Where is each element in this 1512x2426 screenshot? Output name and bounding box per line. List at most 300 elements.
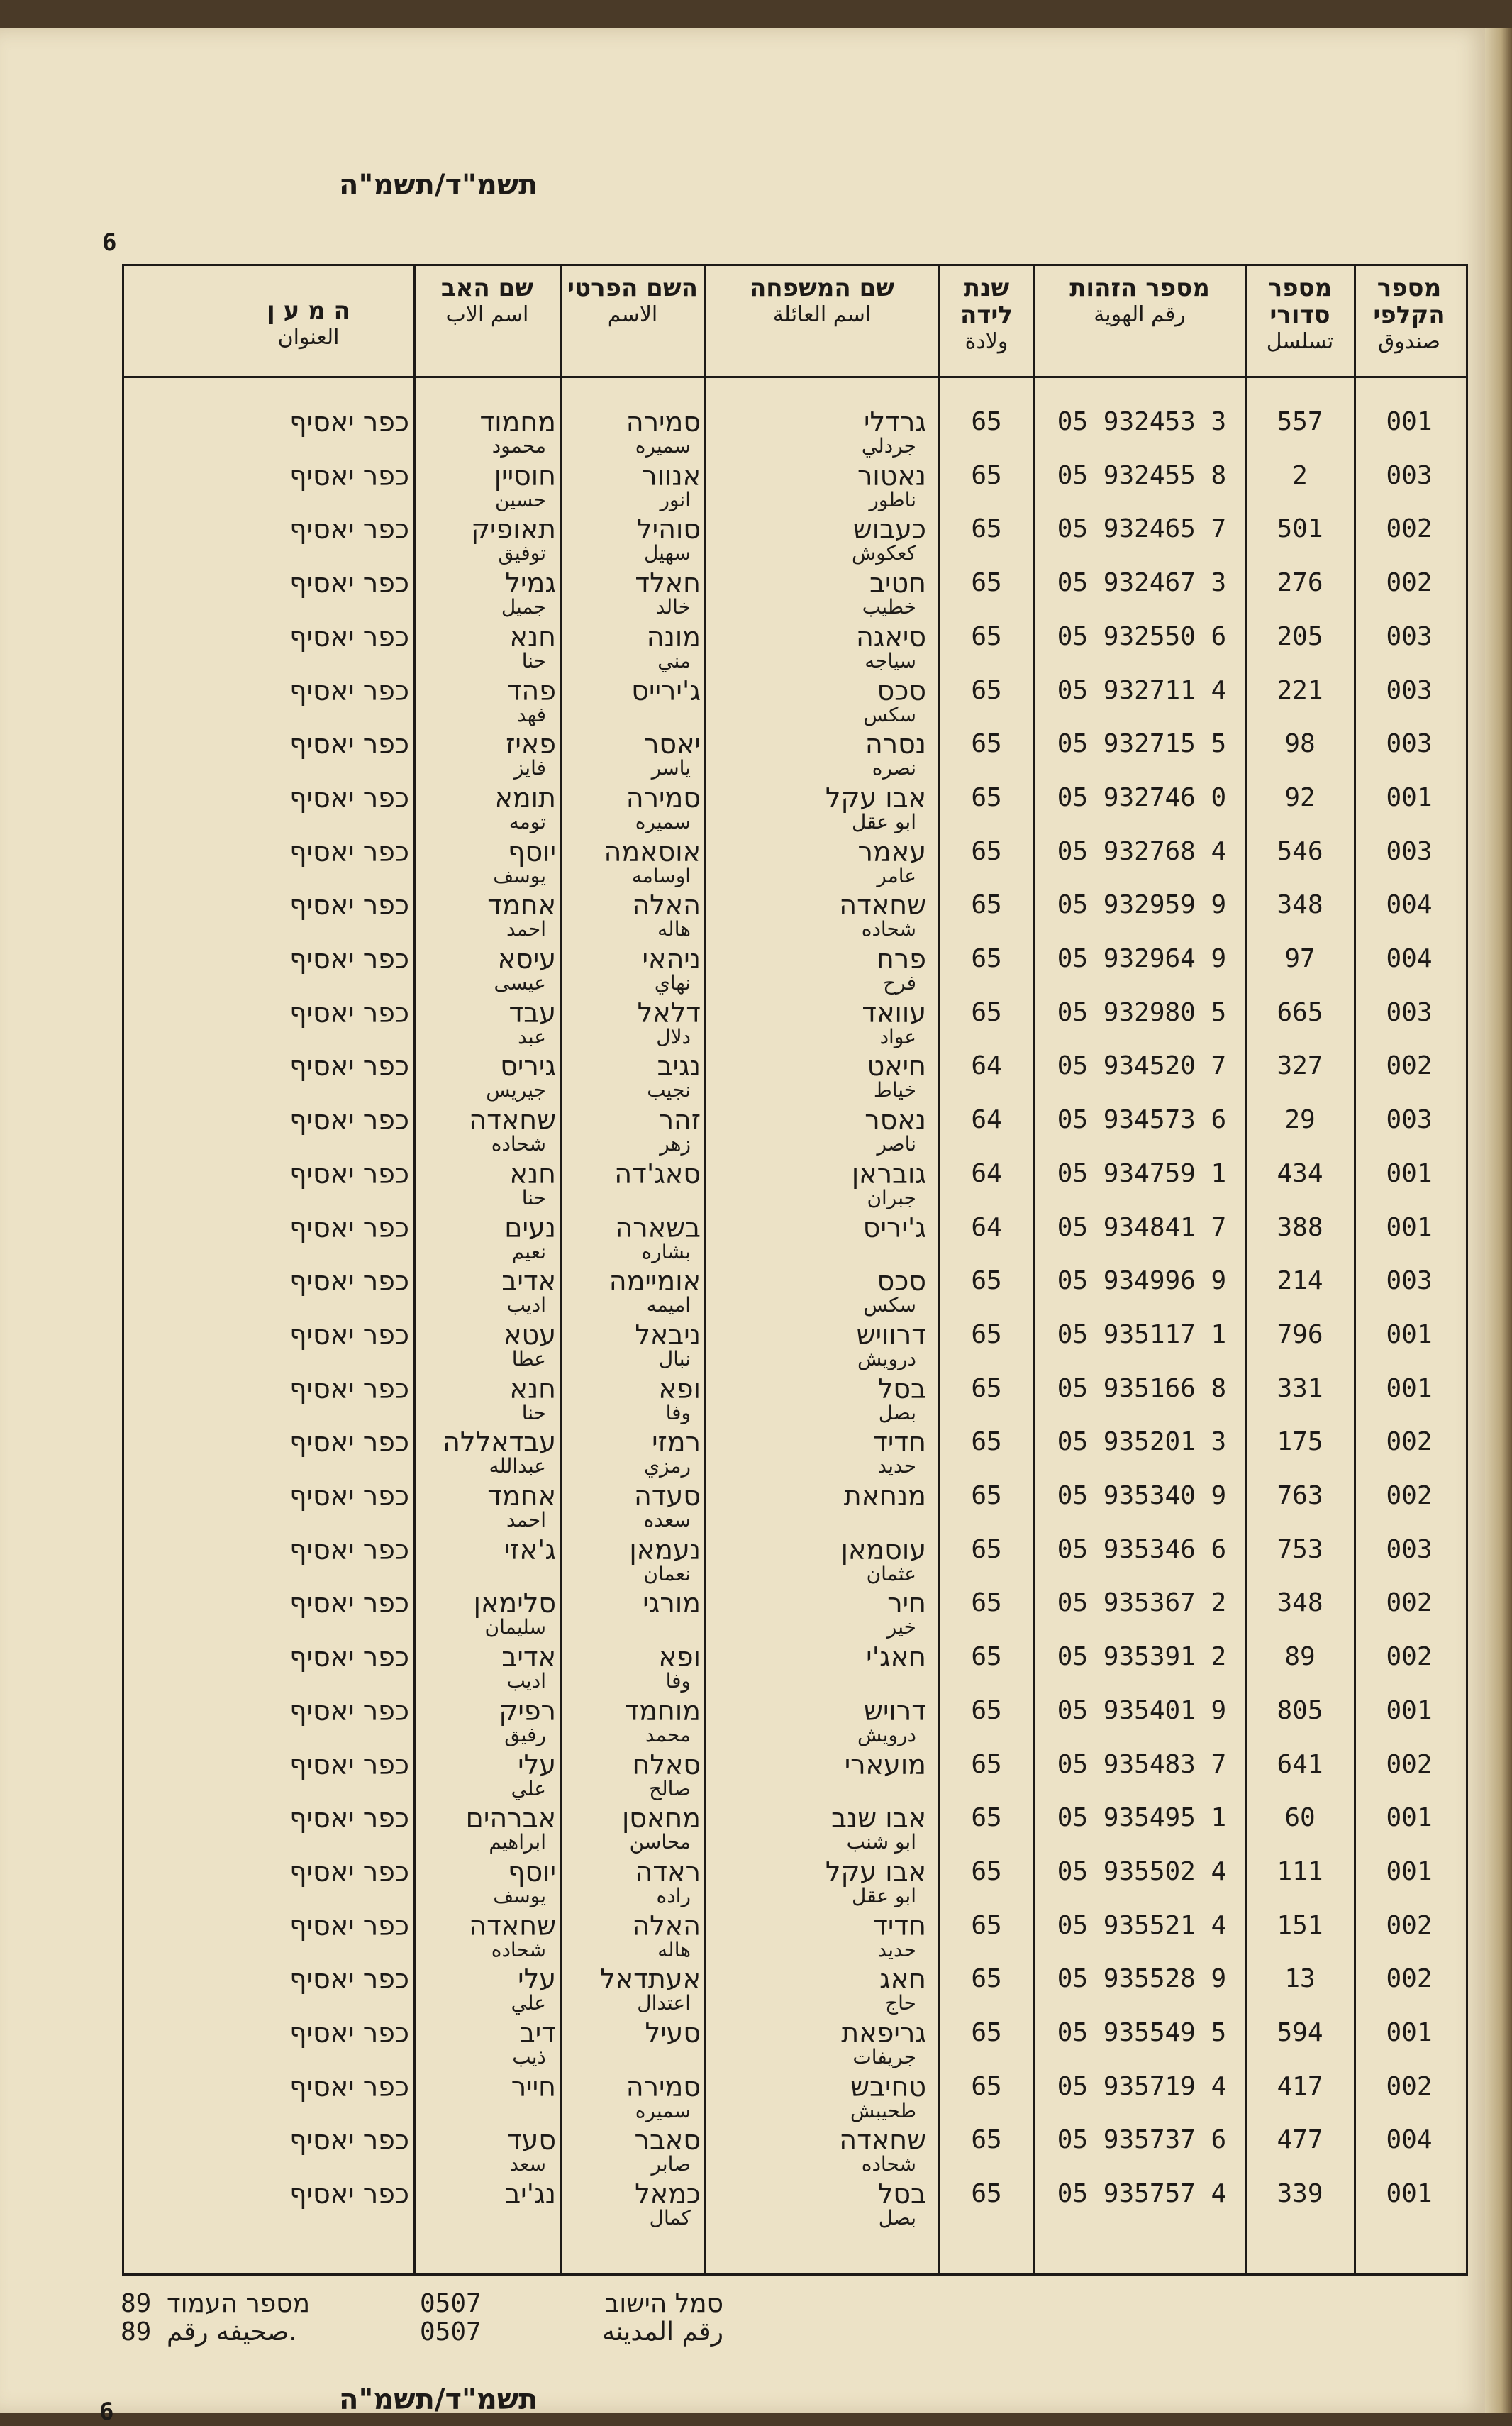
table-row <box>124 1858 1466 1912</box>
first-hebrew: ופא <box>658 1641 701 1673</box>
cell-box: 001 <box>1386 407 1433 436</box>
table-row <box>124 1536 1466 1590</box>
family-hebrew: סיאגה <box>855 621 926 653</box>
cell-first <box>562 569 701 617</box>
cell-father <box>416 1321 556 1369</box>
first-hebrew: דלאל <box>637 997 701 1029</box>
cell-box: 001 <box>1386 1803 1433 1833</box>
father-hebrew: ג'אזי <box>504 1534 556 1566</box>
father-hebrew: חנא <box>509 1158 556 1190</box>
cell-family <box>706 677 926 725</box>
family-arabic: سكس <box>863 702 916 726</box>
cell-id: 05 932746 0 <box>1057 782 1227 812</box>
cell-serial: 339 <box>1277 2179 1323 2209</box>
cell-box: 001 <box>1386 782 1433 812</box>
cell-family <box>706 1643 926 1671</box>
cell-id: 05 935346 6 <box>1057 1534 1227 1564</box>
cell-box: 003 <box>1386 836 1433 866</box>
cell-address: כפר יאסיף <box>289 514 409 545</box>
family-hebrew: כעבוש <box>852 514 926 545</box>
father-arabic: سعد <box>509 2152 546 2176</box>
cell-id: 05 935201 3 <box>1057 1427 1227 1457</box>
page-number: 6 <box>102 228 117 257</box>
cell-serial: 753 <box>1277 1534 1323 1564</box>
cell-father <box>416 1589 556 1637</box>
cell-serial: 97 <box>1284 944 1316 973</box>
cell-father <box>416 838 556 886</box>
cell-year: 65 <box>971 890 1002 920</box>
father-hebrew: שחאדה <box>469 1104 556 1136</box>
father-hebrew: עיסא <box>497 943 556 975</box>
father-hebrew: סלימאן <box>473 1588 556 1619</box>
family-arabic: عثمان <box>866 1561 916 1585</box>
family-arabic: جردلي <box>861 434 916 458</box>
cell-first <box>562 2073 701 2121</box>
cell-address: כפר יאסיף <box>289 2125 409 2156</box>
cell-family <box>706 1267 926 1315</box>
cell-address: כפר יאסיף <box>289 729 409 760</box>
cell-address: כפר יאסיף <box>289 782 409 814</box>
cell-id: 05 932711 4 <box>1057 675 1227 705</box>
cell-address: כפר יאסיף <box>289 1158 409 1190</box>
cell-year: 65 <box>971 1534 1002 1564</box>
cell-year: 65 <box>971 1910 1002 1940</box>
family-hebrew: דרויש <box>864 1695 926 1727</box>
first-hebrew: חאלד <box>635 567 701 599</box>
first-hebrew: מונה <box>646 621 701 653</box>
father-hebrew: שחאדה <box>469 1910 556 1942</box>
family-arabic: بصل <box>878 2206 916 2230</box>
cell-family <box>706 569 926 617</box>
family-hebrew: מנחאת <box>843 1480 926 1512</box>
family-hebrew: חטיב <box>869 567 926 599</box>
cell-father <box>416 1052 556 1100</box>
family-hebrew: שחאדה <box>839 890 926 921</box>
cell-first <box>562 838 701 886</box>
cell-family <box>706 1321 926 1369</box>
cell-father <box>416 1375 556 1423</box>
first-arabic: هاله <box>657 1937 691 1961</box>
header-family: שם המשפחה اسم العائلة <box>749 274 895 327</box>
header-father: שם האב اسم الاب <box>440 274 534 327</box>
cell-first <box>562 730 701 778</box>
first-arabic: بشاره <box>641 1239 691 1263</box>
family-hebrew: טחיבש <box>850 2071 926 2103</box>
cell-year: 65 <box>971 1642 1002 1672</box>
first-hebrew: סאבר <box>634 2125 701 2156</box>
table-row <box>124 2180 1466 2234</box>
header-year: שנת לידה ولادة <box>960 274 1013 354</box>
father-arabic: احمد <box>506 917 546 941</box>
cell-family <box>706 1751 926 1779</box>
cell-box: 001 <box>1386 1695 1433 1725</box>
family-hebrew: חדיד <box>873 1910 926 1942</box>
cell-id: 05 932467 3 <box>1057 568 1227 598</box>
cell-family <box>706 1697 926 1745</box>
cell-first <box>562 999 701 1047</box>
father-arabic: فهد <box>517 702 546 726</box>
cell-address: כפר יאסיף <box>289 1963 409 1995</box>
father-hebrew: דיב <box>519 2017 556 2049</box>
cell-id: 05 934520 7 <box>1057 1051 1227 1081</box>
cell-year: 65 <box>971 514 1002 544</box>
cell-id: 05 935483 7 <box>1057 1749 1227 1779</box>
father-arabic: اديب <box>506 1669 546 1693</box>
cell-box: 003 <box>1386 1105 1433 1135</box>
cell-serial: 417 <box>1277 2071 1323 2101</box>
cell-year: 65 <box>971 2125 1002 2155</box>
cell-year: 65 <box>971 407 1002 436</box>
cell-first <box>562 1965 701 2013</box>
family-arabic: نصره <box>872 756 916 780</box>
cell-id: 05 932465 7 <box>1057 514 1227 544</box>
family-arabic: ابو عقل <box>851 1883 916 1907</box>
father-arabic: شحاده <box>491 1937 546 1961</box>
family-hebrew: סכס <box>877 1265 926 1297</box>
first-hebrew: מוחמד <box>624 1695 701 1727</box>
cell-serial: 434 <box>1277 1158 1323 1188</box>
family-hebrew: חאג'י <box>866 1641 926 1673</box>
cell-box: 001 <box>1386 1856 1433 1886</box>
first-arabic: خالد <box>655 595 691 619</box>
cell-box: 003 <box>1386 621 1433 651</box>
family-hebrew: דרוויש <box>856 1319 926 1351</box>
cell-address: כפר יאסיף <box>289 1749 409 1780</box>
family-hebrew: גריפאת <box>841 2017 926 2049</box>
table-row <box>124 945 1466 999</box>
cell-id: 05 932980 5 <box>1057 997 1227 1027</box>
cell-id: 05 932964 9 <box>1057 944 1227 973</box>
table-row <box>124 730 1466 784</box>
cell-first <box>562 1375 701 1423</box>
cell-address: כפר יאסיף <box>289 1695 409 1727</box>
cell-year: 65 <box>971 2018 1002 2047</box>
cell-father <box>416 2180 556 2208</box>
cell-father <box>416 408 556 456</box>
father-arabic: حسين <box>494 487 546 511</box>
first-hebrew: סעיל <box>645 2017 701 2049</box>
cell-father <box>416 1482 556 1530</box>
cell-id: 05 935391 2 <box>1057 1642 1227 1672</box>
cell-family <box>706 1375 926 1423</box>
table-row <box>124 623 1466 677</box>
cell-address: כפר יאסיף <box>289 567 409 599</box>
first-hebrew: סמירה <box>626 782 701 814</box>
first-arabic: اميمه <box>646 1293 691 1317</box>
cell-father <box>416 515 556 563</box>
cell-first <box>562 1428 701 1476</box>
family-hebrew: חיר <box>887 1588 926 1619</box>
cell-id: 05 932768 4 <box>1057 836 1227 866</box>
family-arabic: ناطور <box>869 487 916 511</box>
cell-first <box>562 784 701 832</box>
first-arabic: نهاي <box>654 971 691 995</box>
first-arabic: صالح <box>649 1776 691 1800</box>
cell-first <box>562 1804 701 1852</box>
cell-id: 05 935719 4 <box>1057 2071 1227 2101</box>
first-hebrew: סוהיל <box>637 514 701 545</box>
family-arabic: ابو عقل <box>851 809 916 833</box>
cell-father <box>416 2019 556 2067</box>
cell-serial: 763 <box>1277 1481 1323 1510</box>
first-arabic: وفا <box>665 1400 691 1424</box>
first-arabic: اوسامه <box>631 863 691 887</box>
cell-box: 002 <box>1386 514 1433 544</box>
father-arabic: حنا <box>521 1400 546 1424</box>
first-arabic: هاله <box>657 917 691 941</box>
family-hebrew: חאג <box>879 1963 926 1995</box>
cell-family <box>706 623 926 671</box>
first-arabic: انور <box>660 487 691 511</box>
bottom-header-title: תשמ"ד/תשמ"ה <box>339 2383 538 2416</box>
father-arabic: نعيم <box>511 1239 546 1263</box>
table-row <box>124 1321 1466 1375</box>
cell-first <box>562 945 701 993</box>
header-address: ה מ ע ן العنوان <box>267 297 350 350</box>
family-hebrew: חיאט <box>867 1051 926 1082</box>
cell-first <box>562 1214 701 1262</box>
first-hebrew: סמירה <box>626 2071 701 2103</box>
cell-address: כפר יאסיף <box>289 943 409 975</box>
cell-box: 001 <box>1386 1373 1433 1403</box>
table-row <box>124 1267 1466 1321</box>
cell-father <box>416 945 556 993</box>
cell-address: כפר יאסיף <box>289 460 409 492</box>
cell-address: כפר יאסיף <box>289 406 409 438</box>
family-arabic: جبران <box>867 1185 916 1209</box>
table-row <box>124 838 1466 892</box>
cell-father <box>416 1214 556 1262</box>
cell-year: 65 <box>971 460 1002 490</box>
family-arabic: درويش <box>857 1722 916 1746</box>
cell-father <box>416 2073 556 2101</box>
cell-serial: 2 <box>1292 460 1308 490</box>
table-row <box>124 2019 1466 2073</box>
father-hebrew: עבדאללה <box>443 1427 556 1458</box>
father-hebrew: אחמד <box>487 1480 556 1512</box>
cell-family <box>706 2019 926 2067</box>
cell-father <box>416 1912 556 1960</box>
father-hebrew: פהד <box>506 675 556 707</box>
family-arabic: سياجه <box>865 648 916 672</box>
cell-year: 65 <box>971 1803 1002 1833</box>
family-arabic: عامر <box>877 863 916 887</box>
cell-address: כפר יאסיף <box>289 1051 409 1082</box>
cell-year: 65 <box>971 1964 1002 1994</box>
table-row <box>124 1482 1466 1536</box>
father-arabic: فايز <box>513 756 546 780</box>
father-arabic: حنا <box>521 648 546 672</box>
cell-serial: 29 <box>1284 1105 1316 1135</box>
cell-year: 64 <box>971 1105 1002 1135</box>
cell-family <box>706 462 926 510</box>
cell-box: 003 <box>1386 997 1433 1027</box>
cell-family <box>706 2180 926 2228</box>
father-hebrew: עלי <box>518 1963 556 1995</box>
family-hebrew: אבו עקל <box>825 1856 926 1888</box>
family-arabic: حاج <box>885 1991 916 2015</box>
cell-id: 05 935528 9 <box>1057 1964 1227 1994</box>
first-hebrew: מחאסן <box>621 1802 701 1834</box>
table-row <box>124 1804 1466 1858</box>
father-arabic: عطا <box>511 1346 546 1370</box>
first-hebrew: סאלח <box>632 1749 701 1780</box>
father-arabic: شحاده <box>491 1132 546 1156</box>
father-hebrew: אחמד <box>487 890 556 921</box>
cell-box: 002 <box>1386 1588 1433 1618</box>
footer-settlement-label: סמל הישוב رقم المدينه <box>602 2289 723 2347</box>
cell-first <box>562 1589 701 1617</box>
cell-father <box>416 462 556 510</box>
cell-year: 65 <box>971 1695 1002 1725</box>
cell-family <box>706 1858 926 1906</box>
cell-address: כפר יאסיף <box>289 1212 409 1244</box>
first-hebrew: האלה <box>632 1910 701 1942</box>
cell-year: 65 <box>971 997 1002 1027</box>
first-hebrew: ג'ירייס <box>631 675 701 707</box>
cell-box: 002 <box>1386 1481 1433 1510</box>
family-arabic: شحاده <box>861 917 916 941</box>
first-arabic: وفا <box>665 1669 691 1693</box>
cell-family <box>706 2073 926 2121</box>
family-hebrew: גובראן <box>851 1158 926 1190</box>
cell-serial: 89 <box>1284 1642 1316 1672</box>
cell-id: 05 935401 9 <box>1057 1695 1227 1725</box>
cell-family <box>706 1214 926 1242</box>
header-first: השם הפרטי الاسم <box>567 274 698 327</box>
family-hebrew: בסל <box>877 1373 926 1405</box>
cell-father <box>416 623 556 671</box>
cell-first <box>562 623 701 671</box>
first-arabic: رمزي <box>644 1454 691 1478</box>
cell-father <box>416 2126 556 2174</box>
father-hebrew: סעד <box>506 2125 556 2156</box>
family-arabic: شحاده <box>861 2152 916 2176</box>
father-hebrew: תאופיק <box>471 514 556 545</box>
cell-id: 05 935502 4 <box>1057 1856 1227 1886</box>
cell-family <box>706 1482 926 1510</box>
cell-first <box>562 1643 701 1691</box>
father-arabic: جيريس <box>486 1078 546 1102</box>
cell-family <box>706 1106 926 1154</box>
father-hebrew: פאיז <box>506 729 556 760</box>
cell-year: 65 <box>971 1427 1002 1457</box>
cell-box: 002 <box>1386 2071 1433 2101</box>
cell-address: כפר יאסיף <box>289 1588 409 1619</box>
cell-serial: 221 <box>1277 675 1323 705</box>
cell-first <box>562 1482 701 1530</box>
cell-first <box>562 1912 701 1960</box>
cell-box: 001 <box>1386 1319 1433 1349</box>
cell-id: 05 935757 4 <box>1057 2179 1227 2209</box>
father-arabic: توفيق <box>498 541 546 565</box>
cell-serial: 331 <box>1277 1373 1323 1403</box>
footer-settlement-code: 0507 0507 <box>420 2289 482 2347</box>
family-hebrew: נאסר <box>865 1104 926 1136</box>
cell-serial: 151 <box>1277 1910 1323 1940</box>
first-hebrew: אומיימה <box>608 1265 701 1297</box>
footer-page-block: 89 מספר העמוד 89 صحيفه رقم. <box>121 2289 311 2347</box>
family-hebrew: אבו שנב <box>831 1802 926 1834</box>
father-hebrew: גיריס <box>500 1051 556 1082</box>
first-hebrew: ופא <box>658 1373 701 1405</box>
father-hebrew: עלי <box>518 1749 556 1780</box>
cell-address: כפר יאסיף <box>289 1373 409 1405</box>
cell-father <box>416 569 556 617</box>
cell-family <box>706 1536 926 1584</box>
first-arabic: ياسر <box>651 756 691 780</box>
cell-box: 002 <box>1386 1051 1433 1081</box>
cell-id: 05 935495 1 <box>1057 1803 1227 1833</box>
first-hebrew: יאסר <box>643 729 701 760</box>
table-row <box>124 784 1466 838</box>
cell-serial: 594 <box>1277 2018 1323 2047</box>
family-arabic: خير <box>886 1615 916 1639</box>
father-hebrew: נג'יב <box>505 2178 556 2210</box>
cell-serial: 276 <box>1277 568 1323 598</box>
cell-box: 001 <box>1386 1158 1433 1188</box>
cell-address: כפר יאסיף <box>289 890 409 921</box>
father-arabic: علي <box>511 1776 546 1800</box>
family-arabic: ابو شنب <box>846 1830 916 1854</box>
header-serial: מספר סדורי تسلسل <box>1266 274 1334 354</box>
father-arabic: يوسف <box>493 863 546 887</box>
cell-year: 64 <box>971 1212 1002 1242</box>
cell-address: כפר יאסיף <box>289 1534 409 1566</box>
table-row <box>124 1589 1466 1643</box>
cell-id: 05 932959 9 <box>1057 890 1227 920</box>
cell-serial: 546 <box>1277 836 1323 866</box>
first-arabic: نبال <box>658 1346 691 1370</box>
first-hebrew: רמזי <box>652 1427 701 1458</box>
cell-box: 002 <box>1386 1642 1433 1672</box>
cell-id: 05 934996 9 <box>1057 1266 1227 1296</box>
table-row <box>124 2126 1466 2180</box>
cell-first <box>562 891 701 939</box>
father-arabic: عبد <box>518 1024 546 1048</box>
first-hebrew: ניהאי <box>642 943 701 975</box>
cell-id: 05 932453 3 <box>1057 407 1227 436</box>
cell-first <box>562 1267 701 1315</box>
cell-address: כפר יאסיף <box>289 836 409 868</box>
cell-year: 65 <box>971 675 1002 705</box>
cell-father <box>416 1267 556 1315</box>
cell-year: 65 <box>971 1319 1002 1349</box>
cell-address: כפר יאסיף <box>289 2071 409 2103</box>
father-arabic: جميل <box>501 595 546 619</box>
father-hebrew: תומא <box>494 782 556 814</box>
cell-serial: 92 <box>1284 782 1316 812</box>
bottom-page-number: 6 <box>99 2398 114 2426</box>
cell-serial: 175 <box>1277 1427 1323 1457</box>
family-hebrew: סכס <box>877 675 926 707</box>
first-hebrew: ניבאל <box>635 1319 701 1351</box>
cell-address: כפר יאסיף <box>289 1856 409 1888</box>
first-arabic: سميره <box>635 434 691 458</box>
cell-year: 65 <box>971 729 1002 759</box>
cell-family <box>706 2126 926 2174</box>
cell-address: כפר יאסיף <box>289 1480 409 1512</box>
cell-serial: 641 <box>1277 1749 1323 1779</box>
cell-box: 002 <box>1386 568 1433 598</box>
first-hebrew: אוסאמה <box>604 836 701 868</box>
cell-family <box>706 1965 926 2013</box>
cell-address: כפר יאסיף <box>289 997 409 1029</box>
cell-family <box>706 1589 926 1637</box>
father-hebrew: עטא <box>504 1319 556 1351</box>
cell-serial: 796 <box>1277 1319 1323 1349</box>
cell-first <box>562 2180 701 2228</box>
